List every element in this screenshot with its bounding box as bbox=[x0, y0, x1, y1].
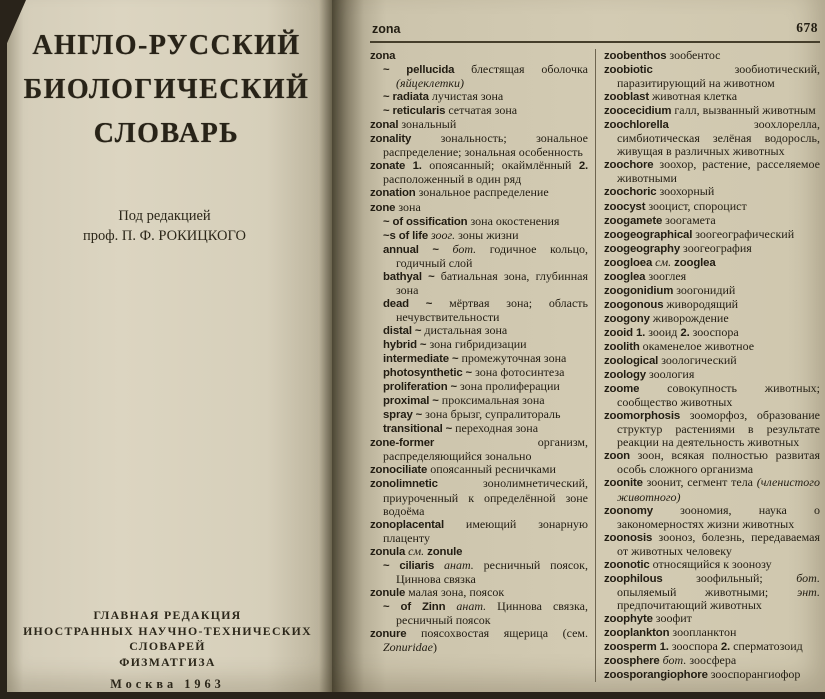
dictionary-entry: zooglea зооглея bbox=[604, 268, 687, 283]
dictionary-entry: zoophyte зоофит bbox=[604, 610, 692, 625]
dictionary-entry: zoocyst зооцист, спороцист bbox=[604, 198, 747, 213]
editor-note-line: проф. П. Ф. РОКИЦКОГО bbox=[83, 228, 246, 244]
book-title-line: БИОЛОГИЧЕСКИЙ bbox=[23, 74, 310, 105]
publisher-line: ИНОСТРАННЫХ НАУЧНО-ТЕХНИЧЕСКИХ СЛОВАРЕЙ bbox=[23, 623, 312, 653]
running-head-keyword: zona bbox=[372, 22, 401, 36]
dictionary-entry: zooid 1. зооид 2. зооспора bbox=[604, 324, 739, 339]
dictionary-entry: transitional ~ переходная зона bbox=[383, 421, 539, 436]
dictionary-entry: zoochoric зоохорный bbox=[604, 184, 715, 199]
dictionary-entry: hybrid ~ зона гибридизации bbox=[383, 336, 527, 351]
dictionary-entry: ~s of life зоог. зоны жизни bbox=[383, 227, 519, 242]
dictionary-column-right bbox=[595, 49, 820, 682]
dictionary-entry: zooblast животная клетка bbox=[604, 89, 738, 104]
dictionary-entry: zoocecidium галл, вызванный животным bbox=[604, 103, 816, 118]
running-head bbox=[370, 0, 820, 41]
dictionary-entry: zoonomy зоономия, наука о закономерностях жизни животных bbox=[604, 502, 820, 531]
dictionary-entry: zoogonidium зоогонидий bbox=[604, 282, 736, 297]
dictionary-entry: bathyal ~ батиальная зона, глубинная зона bbox=[383, 268, 588, 297]
dictionary-entry: ~ reticularis сетчатая зона bbox=[383, 103, 518, 118]
dictionary-entry: zonate 1. опоясанный; окаймлённый 2. расположенный в один ряд bbox=[370, 158, 589, 187]
dictionary-column-left bbox=[370, 49, 595, 682]
page-number: 678 bbox=[796, 20, 818, 35]
dictionary-entry: zoosporangiophore зооспорангиофор bbox=[604, 667, 801, 682]
dictionary-entry: zonociliate опоясанный ресничками bbox=[370, 462, 556, 477]
dictionary-entry: zonolimnetic зонолимнетический, приуроченный к определённой зоне водоёма bbox=[370, 476, 588, 518]
dictionary-entry: zoogloea см. zooglea bbox=[604, 254, 716, 269]
editor-note-line: Под редакцией bbox=[118, 208, 211, 224]
dictionary-entry: zoonotic относящийся к зоонозу bbox=[604, 556, 772, 571]
dictionary-entry: dead ~ мёртвая зона; область нечувствительности bbox=[383, 295, 588, 324]
book-title bbox=[7, 24, 326, 156]
dictionary-entry: ~ ciliaris анат. ресничный поясок, Циннова связка bbox=[383, 557, 589, 586]
dictionary-entry: zoological зоологический bbox=[604, 353, 737, 368]
book-title-line: СЛОВАРЬ bbox=[93, 118, 240, 149]
dictionary-entry: ~ pellucida блестящая оболочка (яйцеклетки) bbox=[383, 62, 588, 91]
dictionary-entry: zoogamete зоогамета bbox=[604, 212, 716, 227]
dictionary-page-inner bbox=[370, 0, 820, 692]
dictionary-entry: zone-former организм, распределяющийся зонально bbox=[370, 435, 588, 464]
dictionary-entry: zoosphere бот. зоосфера bbox=[604, 653, 737, 668]
publisher-block bbox=[7, 608, 328, 692]
dictionary-entry: zoochlorella зоохлорелла, симбиотическая зелёная водоросль, живущая в различных животных bbox=[604, 117, 820, 159]
dictionary-entry: zoomorphosis зооморфоз, образование структур растениями в результате реакции на деятельность животных bbox=[604, 408, 820, 450]
imprint-line: Москва 1963 bbox=[110, 677, 225, 691]
dictionary-entry: zonure поясохвостая ящерица (сем. Zonuridae) bbox=[370, 625, 588, 655]
dictionary-entry: zooplankton зоопланктон bbox=[604, 624, 737, 639]
publisher-line: ГЛАВНАЯ РЕДАКЦИЯ bbox=[93, 608, 242, 622]
dictionary-entry: zoogeography зоогеография bbox=[604, 240, 752, 255]
dictionary-entry: zonoplacental имеющий зонарную плаценту bbox=[370, 516, 588, 545]
dictionary-entry: zonal зональный bbox=[370, 117, 457, 132]
publisher-line: ФИЗМАТГИЗА bbox=[119, 654, 216, 669]
dictionary-entry: ~ of ossification зона окостенения bbox=[383, 213, 560, 228]
dictionary-entry: zonation зональное распределение bbox=[370, 185, 549, 200]
dictionary-entry: zoogony живорождение bbox=[604, 310, 729, 325]
dictionary-entry: ~ of Zinn анат. Циннова связка, ресничный поясок bbox=[383, 598, 589, 627]
dictionary-entry: zoogonous живородящий bbox=[604, 296, 739, 311]
dictionary-entry: zone зона bbox=[370, 199, 421, 214]
dictionary-entry: zoolith окаменелое животное bbox=[604, 338, 755, 353]
dictionary-entry: zona bbox=[370, 50, 396, 62]
dictionary-entry: zoosperm 1. зооспора 2. сперматозоид bbox=[604, 639, 803, 654]
dictionary-entry: intermediate ~ промежуточная зона bbox=[383, 351, 567, 366]
dictionary-entry: zoon зоон, всякая полностью развитая особь сложного организма bbox=[604, 448, 820, 477]
dictionary-entry: zonality зональность; зональное распределение; зональная особенность bbox=[370, 131, 588, 160]
editor-note bbox=[7, 206, 322, 246]
dictionary-entry: zoobenthos зообентос bbox=[604, 48, 721, 62]
dictionary-entry: photosynthetic ~ зона фотосинтеза bbox=[383, 365, 565, 380]
dictionary-entry: zonule малая зона, поясок bbox=[370, 584, 505, 599]
dictionary-page bbox=[332, 0, 825, 692]
dictionary-entry: zoonite зоонит, сегмент тела (членистого животного) bbox=[604, 475, 820, 504]
dictionary-entry: zoome совокупность животных; сообщество животных bbox=[604, 381, 820, 410]
dictionary-entry: zoogeographical зоогеографический bbox=[604, 226, 795, 241]
dictionary-entry: zoobiotic зообиотический, паразитирующий на животном bbox=[604, 62, 820, 91]
book-title-line: АНГЛО-РУССКИЙ bbox=[32, 30, 301, 61]
dictionary-entry: ~ radiata лучистая зона bbox=[383, 89, 504, 104]
dictionary-entry: zonula см. zonule bbox=[370, 543, 463, 558]
dictionary-entry: zoophilous зоофильный; бот. опыляемый животными; энт. предпочитающий животных bbox=[604, 570, 820, 612]
dictionary-entry: annual ~ бот. годичное кольцо, годичный слой bbox=[383, 241, 588, 270]
title-page bbox=[7, 0, 332, 692]
dictionary-columns bbox=[370, 49, 820, 682]
header-rule bbox=[370, 41, 820, 43]
dictionary-entry: proximal ~ проксимальная зона bbox=[383, 393, 545, 408]
dictionary-entry: zoochore зоохор, растение, расселяемое животными bbox=[604, 157, 820, 186]
dictionary-entry: spray ~ зона брызг, супралитораль bbox=[383, 407, 561, 422]
dictionary-entry: distal ~ дистальная зона bbox=[383, 322, 508, 337]
dictionary-entry: proliferation ~ зона пролиферации bbox=[383, 379, 560, 394]
dictionary-entry: zoonosis зооноз, болезнь, передаваемая от животных человеку bbox=[604, 529, 820, 558]
dictionary-entry: zoology зоология bbox=[604, 367, 695, 382]
